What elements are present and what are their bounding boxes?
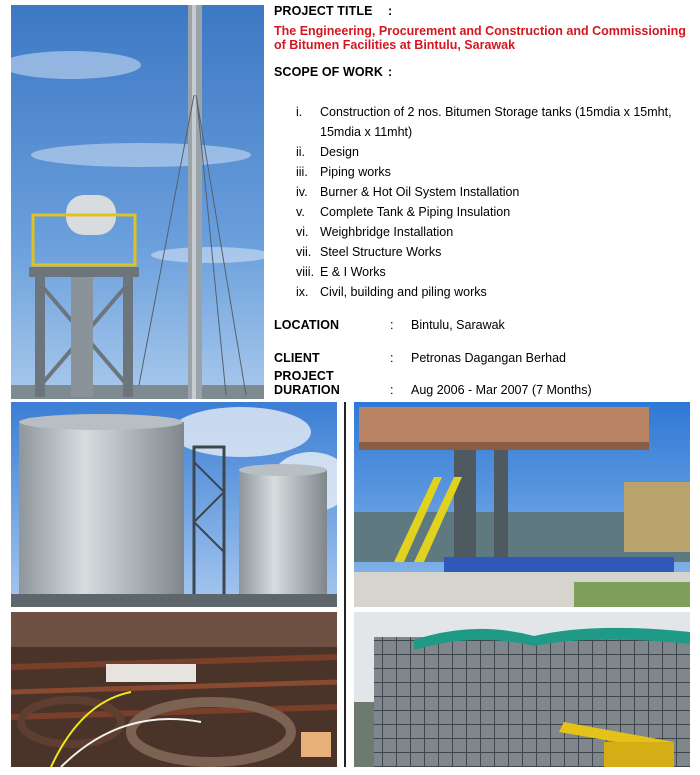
project-title-colon: : — [388, 4, 393, 18]
list-item: vi. Weighbridge Installation — [296, 225, 454, 239]
divider — [344, 402, 346, 767]
duration-value: Aug 2006 - Mar 2007 (7 Months) — [411, 383, 592, 397]
project-title-label: PROJECT TITLE — [274, 4, 373, 18]
list-item: vii. Steel Structure Works — [296, 245, 442, 259]
list-item: ix. Civil, building and piling works — [296, 285, 487, 299]
scope-colon: : — [388, 65, 393, 79]
duration-colon: : — [390, 383, 394, 397]
client-colon: : — [390, 351, 394, 365]
project-title: The Engineering, Procurement and Construction and Commissioning of Bitumen Facilities at Bintulu, Sarawak — [274, 24, 686, 52]
list-item: iv. Burner & Hot Oil System Installation — [296, 185, 520, 199]
photo-weighbridge — [354, 402, 690, 607]
location-colon: : — [390, 318, 394, 332]
client-label: CLIENT — [274, 351, 320, 365]
list-item: viii. E & I Works — [296, 265, 386, 279]
photo-storage-tanks — [11, 402, 337, 607]
location-label: LOCATION — [274, 318, 340, 332]
duration-label-line1: PROJECT — [274, 369, 334, 383]
duration-label-line2: DURATION — [274, 383, 340, 397]
photo-scaffolding — [354, 612, 690, 767]
photo-tower-mast — [11, 5, 264, 399]
list-item: v. Complete Tank & Piping Insulation — [296, 205, 511, 219]
list-item: ii. Design — [296, 145, 359, 159]
scope-label: SCOPE OF WORK — [274, 65, 383, 79]
list-item: iii. Piping works — [296, 165, 391, 179]
location-value: Bintulu, Sarawak — [411, 318, 505, 332]
list-item: i. Construction of 2 nos. Bitumen Storage tanks (15mdia x 15mht, 15mdia x 11mht) — [296, 105, 672, 139]
photo-steel-fabrication — [11, 612, 337, 767]
client-value: Petronas Dagangan Berhad — [411, 351, 566, 365]
scope-list — [296, 102, 682, 302]
